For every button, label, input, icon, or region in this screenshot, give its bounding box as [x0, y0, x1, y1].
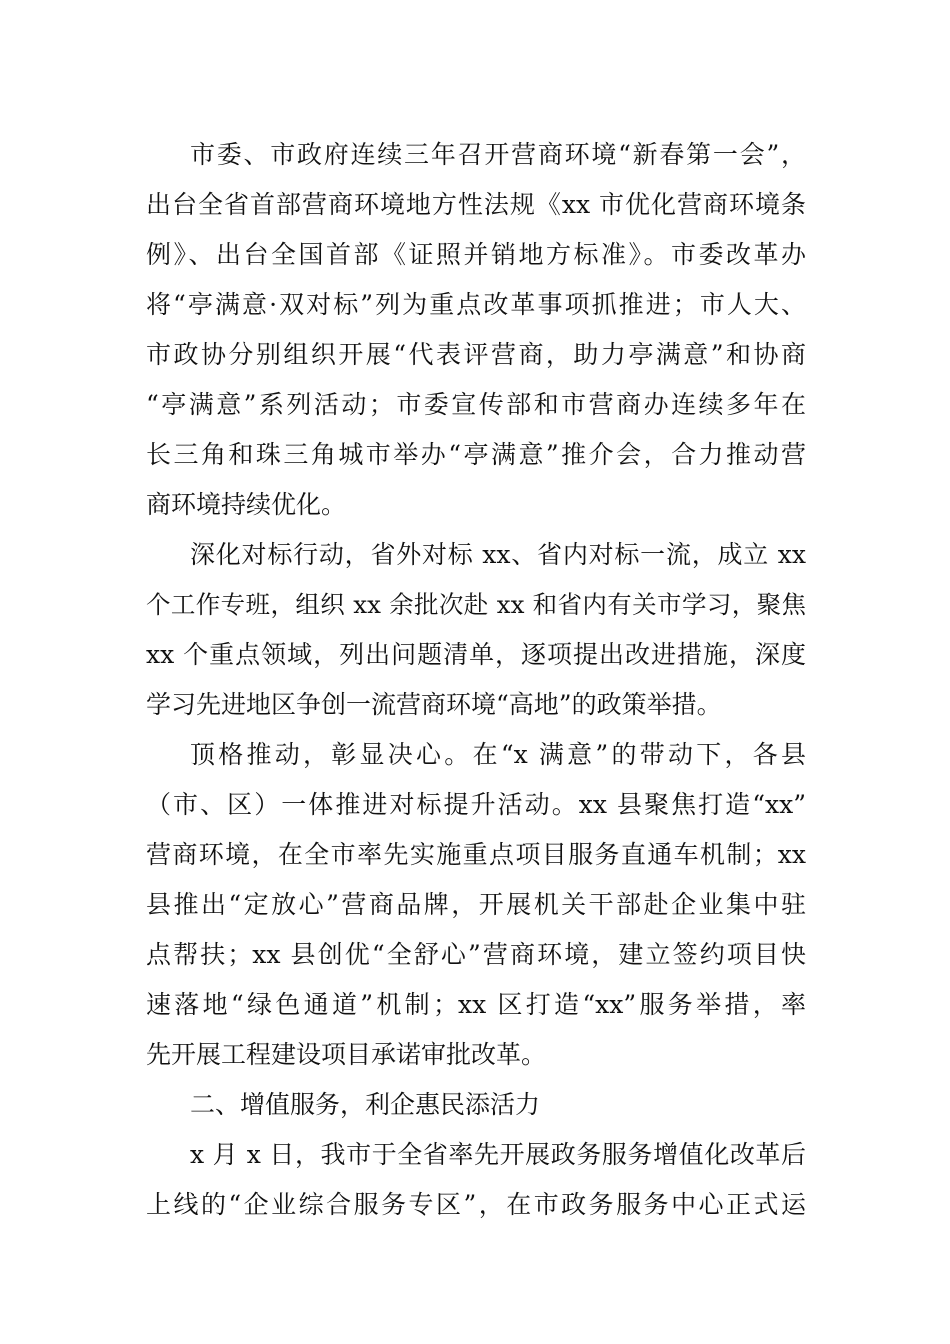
paragraph-line: 长三角和珠三角城市举办“亭满意”推介会，合力推动营 [146, 440, 806, 469]
paragraph-line: 出台全省首部营商环境地方性法规《xx 市优化营商环境条 [146, 190, 806, 219]
paragraph-line: 例》、出台全国首部《证照并销地方标准》。市委改革办 [146, 240, 806, 269]
paragraph-4 [146, 1130, 806, 1230]
paragraph-line: 市政协分别组织开展“代表评营商，助力亭满意”和协商 [146, 340, 806, 369]
section-heading [146, 1080, 806, 1130]
paragraph-line: 营商环境，在全市率先实施重点项目服务直通车机制；xx [146, 840, 806, 869]
paragraph-line: 上线的“企业综合服务专区”，在市政务服务中心正式运 [146, 1190, 806, 1219]
paragraph-line: 先开展工程建设项目承诺审批改革。 [146, 1040, 547, 1069]
paragraph-line: 商环境持续优化。 [146, 490, 347, 519]
paragraph-1 [146, 130, 806, 530]
paragraph-line: 县推出“定放心”营商品牌，开展机关干部赴企业集中驻 [146, 890, 806, 919]
document-body [146, 130, 806, 1230]
paragraph-line: “亭满意”系列活动；市委宣传部和市营商办连续多年在 [146, 390, 806, 419]
paragraph-line: 将“亭满意·双对标”列为重点改革事项抓推进；市人大、 [146, 290, 806, 319]
paragraph-line: （市、区）一体推进对标提升活动。xx 县聚焦打造“xx” [146, 790, 806, 819]
paragraph-line: x 月 x 日，我市于全省率先开展政务服务增值化改革后 [190, 1140, 806, 1169]
paragraph-line: 深化对标行动，省外对标 xx、省内对标一流，成立 xx [190, 540, 806, 569]
paragraph-line: 顶格推动，彰显决心。在“x 满意”的带动下，各县 [190, 740, 806, 769]
paragraph-3 [146, 730, 806, 1080]
section-heading-text: 二、增值服务，利企惠民添活力 [190, 1090, 541, 1119]
paragraph-line: 个工作专班，组织 xx 余批次赴 xx 和省内有关市学习，聚焦 [146, 590, 806, 619]
paragraph-2 [146, 530, 806, 730]
paragraph-line: xx 个重点领域，列出问题清单，逐项提出改进措施，深度 [146, 640, 806, 669]
paragraph-line: 学习先进地区争创一流营商环境“高地”的政策举措。 [146, 690, 722, 719]
paragraph-line: 点帮扶；xx 县创优“全舒心”营商环境，建立签约项目快 [146, 940, 806, 969]
paragraph-line: 速落地“绿色通道”机制；xx 区打造“xx”服务举措，率 [146, 990, 806, 1019]
paragraph-line: 市委、市政府连续三年召开营商环境“新春第一会”， [190, 140, 806, 169]
